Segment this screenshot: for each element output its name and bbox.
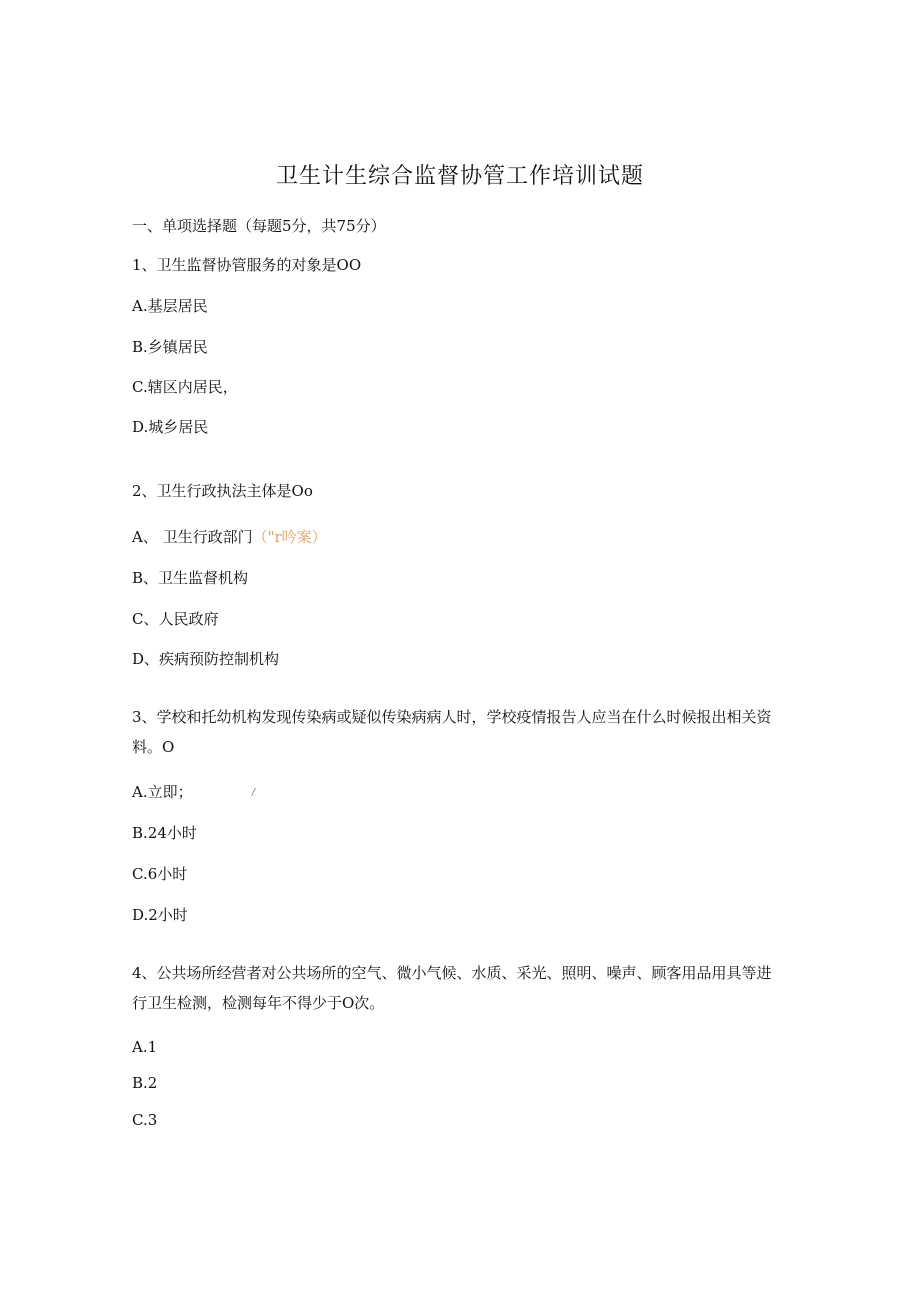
question-4-stem: 4、公共场所经营者对公共场所的空气、微小气候、水质、采光、照明、噪声、顾客用品用具等进行卫生检测，检测每年不得少于O次。	[132, 964, 772, 1012]
question-1-option-a: A.基层居民	[132, 297, 208, 315]
question-1-option-d: D.城乡居民	[132, 418, 209, 436]
question-4-option-a: A.1	[132, 1038, 158, 1056]
question-2-option-c: C、人民政府	[132, 610, 219, 628]
question-4-option-b: B.2	[132, 1074, 158, 1092]
question-1-option-c: C.辖区内居民，	[132, 378, 238, 396]
question-2-option-a: A、 卫生行政部门	[132, 528, 253, 546]
question-2-option-b: B、卫生监督机构	[132, 569, 249, 587]
question-2-stem: 2、卫生行政执法主体是Oo	[132, 482, 313, 500]
question-1-option-b: B.乡镇居民	[132, 338, 208, 356]
question-3-option-a: A.立即；	[132, 783, 193, 801]
question-2-option-a-row	[132, 527, 327, 547]
question-3-option-d: D.2小时	[132, 906, 188, 924]
question-3-option-c: C.6小时	[132, 865, 188, 883]
stray-mark: /	[252, 788, 256, 798]
question-2-option-d: D、疾病预防控制机构	[132, 650, 280, 668]
question-3-stem: 3、学校和托幼机构发现传染病或疑似传染病病人时，学校疫情报告人应当在什么时候报出相关资料。O	[132, 708, 772, 756]
question-1-stem: 1、卫生监督协管服务的对象是OO	[132, 256, 362, 274]
question-3-option-b: B.24小时	[132, 824, 197, 842]
question-4-option-c: C.3	[132, 1111, 158, 1129]
section-heading: 一、单项选择题（每题5分，共75分）	[132, 217, 386, 235]
answer-annotation: （"r吟案）	[252, 528, 327, 546]
document-title: 卫生计生综合监督协管工作培训试题	[275, 164, 644, 189]
